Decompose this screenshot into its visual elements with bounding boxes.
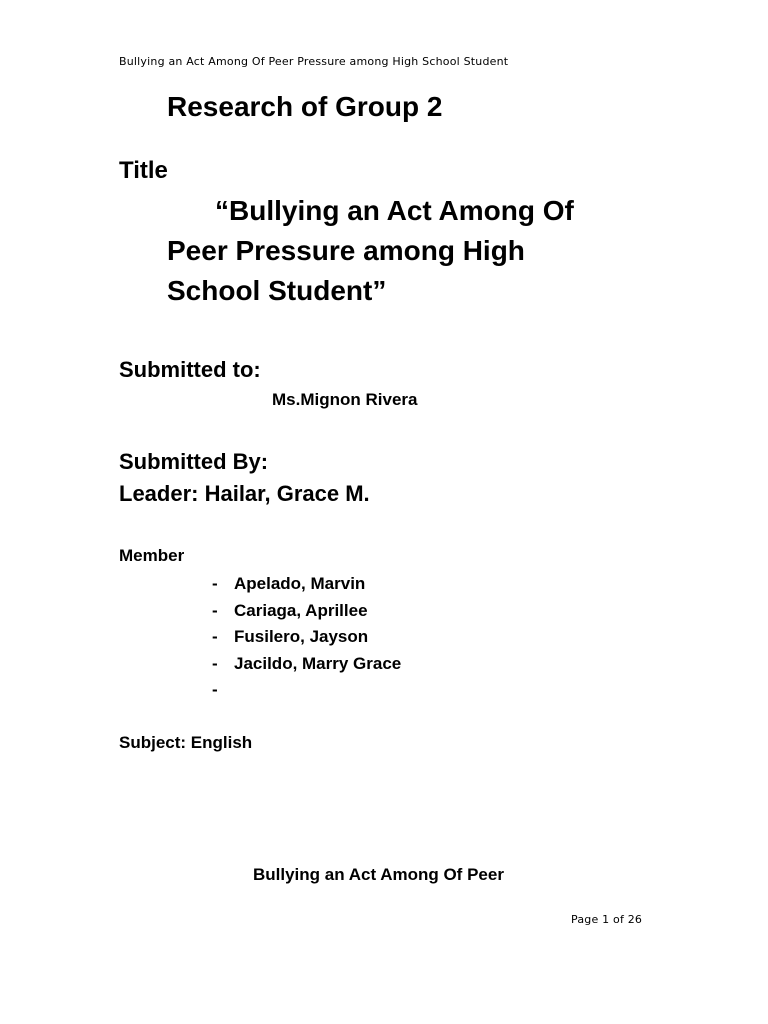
member-name: Cariaga, Aprillee <box>234 600 368 620</box>
member-item <box>212 600 401 627</box>
member-item <box>212 653 401 680</box>
member-label: Member <box>119 546 185 565</box>
subject-line: Subject: English <box>119 733 253 752</box>
member-item <box>212 573 401 600</box>
list-bullet: - <box>212 627 218 646</box>
member-list <box>212 573 401 706</box>
page-number: Page 1 of 26 <box>571 913 643 926</box>
list-bullet: - <box>212 600 218 620</box>
submitted-to-name: Ms.Mignon Rivera <box>272 390 418 409</box>
member-name: Fusilero, Jayson <box>234 627 369 646</box>
research-title-line-3: School Student” <box>167 275 387 306</box>
member-item <box>212 626 401 653</box>
leader-name: Leader: Hailar, Grace M. <box>119 481 370 506</box>
list-bullet: - <box>212 574 218 593</box>
member-name: Jacildo, Marry Grace <box>234 653 402 673</box>
member-item <box>212 679 401 706</box>
title-label: Title <box>119 157 168 184</box>
member-name: Apelado, Marvin <box>234 574 366 593</box>
running-header: Bullying an Act Among Of Peer Pressure among High School Student <box>119 55 509 68</box>
research-title-line-1: “Bullying an Act Among Of <box>215 195 574 226</box>
submitted-by-label: Submitted By: <box>119 449 269 474</box>
research-title-line-2: Peer Pressure among High <box>167 235 525 266</box>
submitted-to-label: Submitted to: <box>119 357 261 382</box>
group-title: Research of Group 2 <box>167 91 443 122</box>
list-bullet: - <box>212 680 218 699</box>
list-bullet: - <box>212 653 218 673</box>
section-heading: Bullying an Act Among Of Peer <box>253 865 504 884</box>
